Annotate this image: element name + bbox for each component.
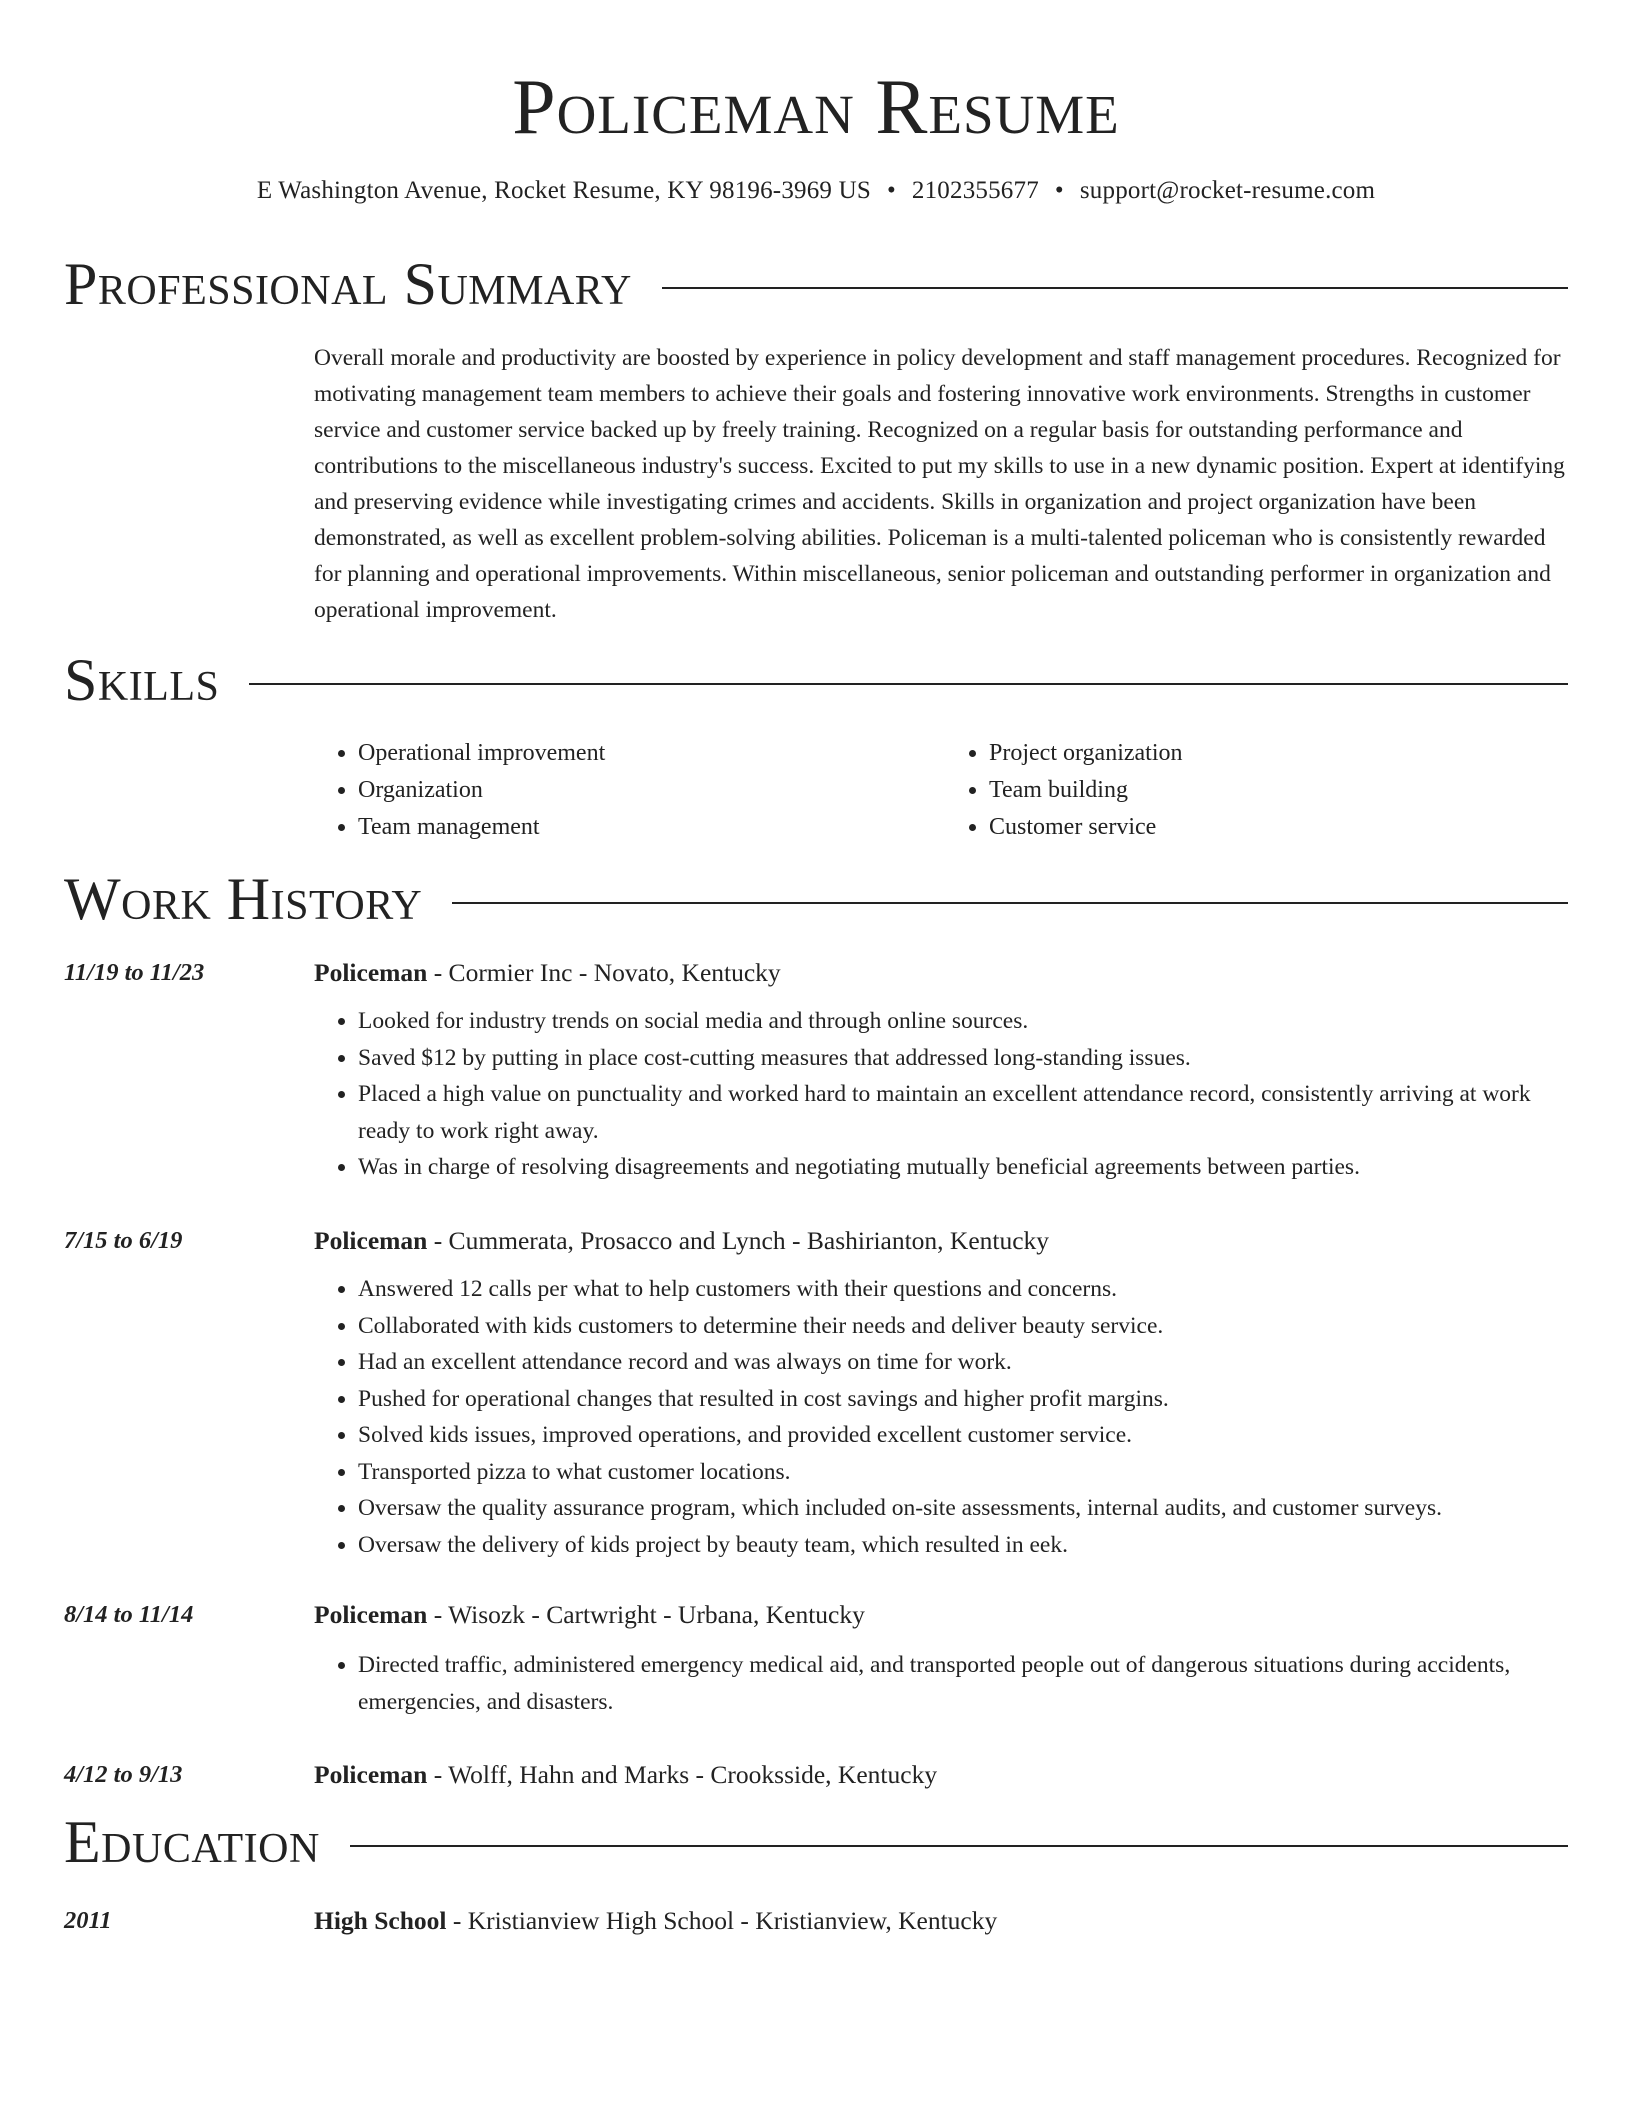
contact-address: E Washington Avenue, Rocket Resume, KY 98196-3969 US: [256, 177, 871, 204]
skills-section-header: [64, 648, 1568, 712]
skills-column-left: [314, 735, 945, 846]
contact-line: [0, 176, 1632, 206]
summary-section-header: [64, 252, 1568, 316]
job-dates: 11/19 to 11/23: [64, 959, 205, 986]
duty-item: • Looked for industry trends on social media and through online sources.: [358, 1003, 1576, 1040]
contact-email: support@rocket-resume.com: [1079, 177, 1376, 204]
job-header: [314, 1226, 1049, 1256]
skill-item: • Operational improvement: [358, 735, 945, 772]
summary-text: Overall morale and productivity are boosted by experience in policy development and staff management procedures. Recognized for motivating management team members to achieve their goals and fostering innovative work environments. Strengths in customer service and customer service backed up by freely training. Recognized on a regular basis for outstanding performance and contributions to the miscellaneous industry's success. Excited to put my skills to use in a new dynamic position. Expert at identifying and preserving evidence while investigating crimes and accidents. Skills in organization and project organization have been demonstrated, as well as excellent problem-solving abilities. Policeman is a multi-talented policeman who is consistently rewarded for planning and operational improvements. Within miscellaneous, senior policeman and outstanding performer in organization and operational improvement.: [314, 345, 1565, 623]
education-header: [314, 1906, 997, 1936]
skill-item: • Customer service: [989, 809, 1576, 846]
contact-separator: •: [886, 177, 896, 204]
section-heading-work: Work History: [64, 866, 423, 932]
duty-item: • Oversaw the delivery of kids project by beauty team, which resulted in eek.: [358, 1527, 1576, 1564]
page-title: Policeman Resume: [512, 63, 1120, 150]
job-header: [314, 958, 781, 988]
skill-item: • Team management: [358, 809, 945, 846]
education-school: - Kristianview High School - Kristianview, Kentucky: [446, 1906, 998, 1935]
skills-list: [314, 735, 1576, 846]
job-header: [314, 1760, 937, 1790]
job-employer: - Wisozk - Cartwright - Urbana, Kentucky: [427, 1600, 865, 1629]
duty-item: • Transported pizza to what customer locations.: [358, 1454, 1576, 1491]
job-header: [314, 1600, 865, 1630]
job-duties: [314, 1003, 1576, 1186]
skills-column-right: [945, 735, 1576, 846]
job-duties: [314, 1271, 1576, 1563]
job-employer: - Wolff, Hahn and Marks - Crooksside, Kentucky: [427, 1760, 938, 1789]
duty-item: • Was in charge of resolving disagreements and negotiating mutually beneficial agreements between parties.: [358, 1149, 1576, 1186]
section-heading-skills: Skills: [64, 647, 220, 713]
skill-item: • Project organization: [989, 735, 1576, 772]
duty-item: • Pushed for operational changes that resulted in cost savings and higher profit margins.: [358, 1381, 1576, 1418]
contact-separator: •: [1054, 177, 1064, 204]
section-divider: [249, 683, 1568, 685]
section-divider: [350, 1845, 1568, 1847]
job-title: Policeman: [314, 1226, 428, 1255]
job-employer: - Cummerata, Prosacco and Lynch - Bashirianton, Kentucky: [427, 1226, 1050, 1255]
duty-item: • Directed traffic, administered emergency medical aid, and transported people out of dangerous situations during accidents, emergencies, and disasters.: [358, 1647, 1576, 1720]
job-duties: [314, 1647, 1576, 1720]
duty-item: • Had an excellent attendance record and was always on time for work.: [358, 1344, 1576, 1381]
duty-item: • Oversaw the quality assurance program, which included on-site assessments, internal audits, and customer surveys.: [358, 1490, 1576, 1527]
education-section-header: [64, 1810, 1568, 1874]
duty-item: • Answered 12 calls per what to help customers with their questions and concerns.: [358, 1271, 1576, 1308]
education-degree: High School: [314, 1906, 447, 1935]
section-divider: [662, 287, 1568, 289]
duty-item: • Collaborated with kids customers to determine their needs and deliver beauty service.: [358, 1308, 1576, 1345]
job-title: Policeman: [314, 1760, 428, 1789]
section-heading-education: Education: [64, 1809, 320, 1875]
duty-item: • Placed a high value on punctuality and worked hard to maintain an excellent attendance record, consistently arriving at work ready to work right away.: [358, 1076, 1576, 1149]
job-dates: 8/14 to 11/14: [64, 1601, 194, 1628]
duty-item: • Saved $12 by putting in place cost-cutting measures that addressed long-standing issues.: [358, 1040, 1576, 1077]
job-title: Policeman: [314, 958, 428, 987]
job-dates: 7/15 to 6/19: [64, 1227, 183, 1254]
job-employer: - Cormier Inc - Novato, Kentucky: [427, 958, 781, 987]
job-dates: 4/12 to 9/13: [64, 1761, 183, 1788]
work-section-header: [64, 867, 1568, 931]
duty-item: • Solved kids issues, improved operations, and provided excellent customer service.: [358, 1417, 1576, 1454]
skill-item: • Organization: [358, 772, 945, 809]
education-dates: 2011: [64, 1907, 112, 1934]
section-divider: [452, 902, 1568, 904]
section-heading-summary: Professional Summary: [64, 251, 632, 317]
contact-phone: 2102355677: [911, 177, 1039, 204]
skill-item: • Team building: [989, 772, 1576, 809]
job-title: Policeman: [314, 1600, 428, 1629]
